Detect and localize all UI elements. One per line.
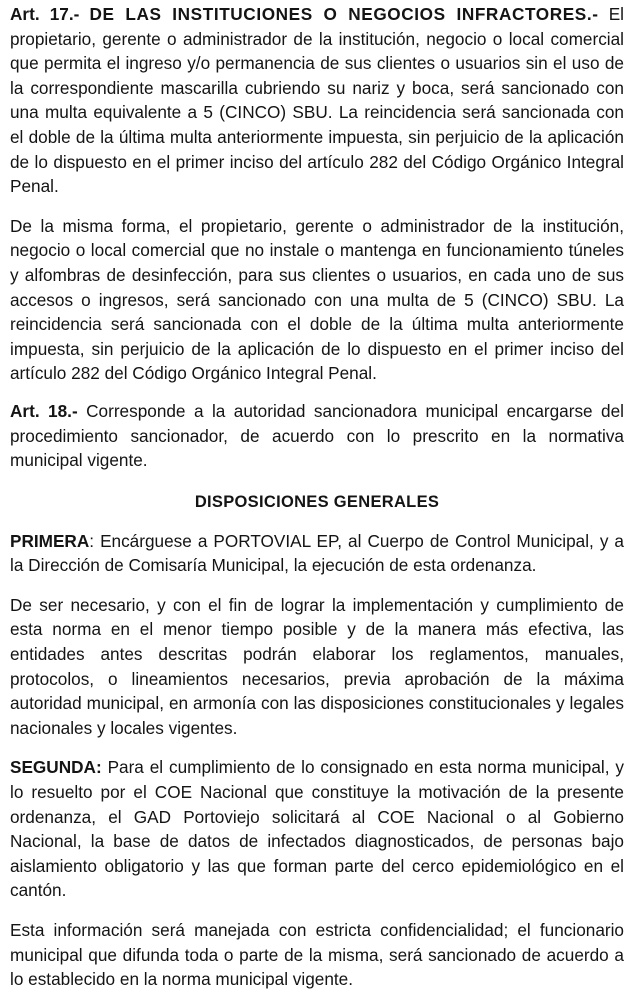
art18-paragraph: [10, 399, 624, 473]
segunda-paragraph: [10, 755, 624, 903]
art17-number: Art. 17.-: [10, 4, 80, 24]
disposiciones-heading: DISPOSICIONES GENERALES: [194, 492, 440, 511]
segunda-label: SEGUNDA:: [10, 757, 102, 778]
primera-label: PRIMERA: [10, 530, 90, 551]
art17-second-paragraph: De la misma forma, el propietario, gerente o administrador de la institución, negocio o local comercial que no instale o mantenga en funcionamiento túneles y alfombras de desinfección, para sus clientes o usuarios, en cada uno de sus accesos o ingresos, será sancionado con una multa de 5 (CINCO) SBU. La reincidencia será sancionada con el doble de la última multa anteriormente impuesta, sin perjuicio de la aplicación de lo dispuesto en el primer inciso del artículo 282 del Código Orgánico Integral Penal.: [10, 215, 624, 384]
art18-number: Art. 18.-: [10, 400, 78, 421]
art17-heading: DE LAS INSTITUCIONES O NEGOCIOS INFRACTORES.-: [89, 4, 599, 24]
segunda-body: Para el cumplimiento de lo consignado en esta norma municipal, y lo resuelto por el COE Nacional que constituye la motivación de la presente ordenanza, el GAD Portoviejo solicitará al COE Nacional o al Gobierno Nacional, la base de datos de infectados diagnosticados, de personas bajo aislamiento obligatorio y las que forman parte del cerco epidemiológico en el cantón.: [10, 757, 624, 901]
primera-second-paragraph: De ser necesario, y con el fin de lograr la implementación y cumplimiento de esta norma en el menor tiempo posible y de la manera más efectiva, las entidades antes descritas podrán elaborar los reglamentos, manuales, protocolos, o lineamientos necesarios, previa aprobación de la máxima autoridad municipal, en armonía con las disposiciones constitucionales y legales nacionales y locales vigentes.: [10, 594, 624, 738]
art18-body: Corresponde a la autoridad sancionadora municipal encargarse del procedimiento sancionador, de acuerdo con lo prescrito en la normativa municipal vigente.: [10, 400, 624, 471]
segunda-second-paragraph: Esta información será manejada con estricta confidencialidad; el funcionario municipal que difunda toda o parte de la misma, será sancionado de acuerdo a lo establecido en la norma municipal vigente.: [10, 920, 624, 990]
primera-body: : Encárguese a PORTOVIAL EP, al Cuerpo de Control Municipal, y a la Dirección de Comisaría Municipal, la ejecución de esta ordenanza.: [10, 530, 624, 576]
art17-paragraph: [10, 2, 624, 199]
primera-paragraph: [10, 529, 624, 578]
art17-body: El propietario, gerente o administrador de la institución, negocio o local comercial que permita el ingreso y/o permanencia de sus clientes o usuarios sin el uso de la correspondiente mascarilla cubriendo su nariz y boca, será sancionado con una multa equivalente a 5 (CINCO) SBU. La reincidencia será sancionada con el doble de la última multa anteriormente impuesta, sin perjuicio de la aplicación de lo dispuesto en el primer inciso del artículo 282 del Código Orgánico Integral Penal.: [10, 4, 625, 197]
